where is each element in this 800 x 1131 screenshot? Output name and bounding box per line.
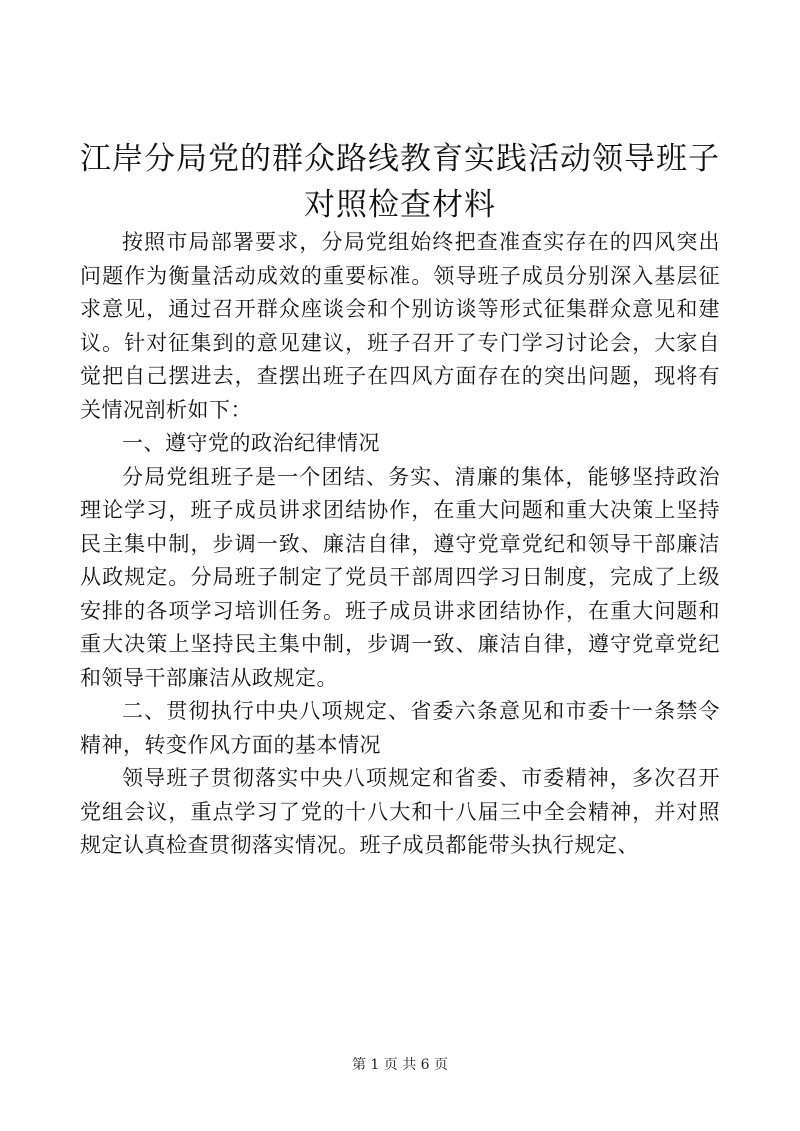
document-title [80, 136, 720, 228]
paragraph-intro: 按照市局部署要求，分局党组始终把查准查实存在的四风突出问题作为衡量活动成效的重要标准。领导班子成员分别深入基层征求意见，通过召开群众座谈会和个别访谈等形式征集群众意见和建议。针对征集到的意见建议，班子召开了专门学习讨论会，大家自觉把自己摆进去，查摆出班子在四风方面存在的突出问题，现将有关情况剖析如下： [80, 230, 720, 422]
title-line-1: 江岸分局党的群众路线教育实践活动领导班子 [80, 141, 720, 177]
section-heading-1: 一、遵守党的政治纪律情况 [122, 431, 380, 455]
paragraph-section-1: 分局党组班子是一个团结、务实、清廉的集体，能够坚持政治理论学习，班子成员讲求团结协作，在重大问题和重大决策上坚持民主集中制，步调一致、廉洁自律，遵守党章党纪和领导干部廉洁从政规定。分局班子制定了党员干部周四学习日制度，完成了上级安排的各项学习培训任务。班子成员讲求团结协作，在重大问题和重大决策上坚持民主集中制，步调一致、廉洁自律，遵守党章党纪和领导干部廉洁从政规定。 [80, 464, 720, 690]
document-body [80, 226, 720, 863]
paragraph-section-2: 领导班子贯彻落实中央八项规定和省委、市委精神，多次召开党组会议，重点学习了党的十八大和十八届三中全会精神，并对照规定认真检查贯彻落实情况。班子成员都能带头执行规定、 [80, 766, 720, 857]
page-footer [0, 1054, 800, 1074]
page-number: 第 1 页 共 6 页 [351, 1057, 449, 1073]
title-line-2: 对照检查材料 [304, 187, 496, 223]
section-heading-2: 二、贯彻执行中央八项规定、省委六条意见和市委十一条禁令精神，转变作风方面的基本情况 [80, 699, 720, 757]
